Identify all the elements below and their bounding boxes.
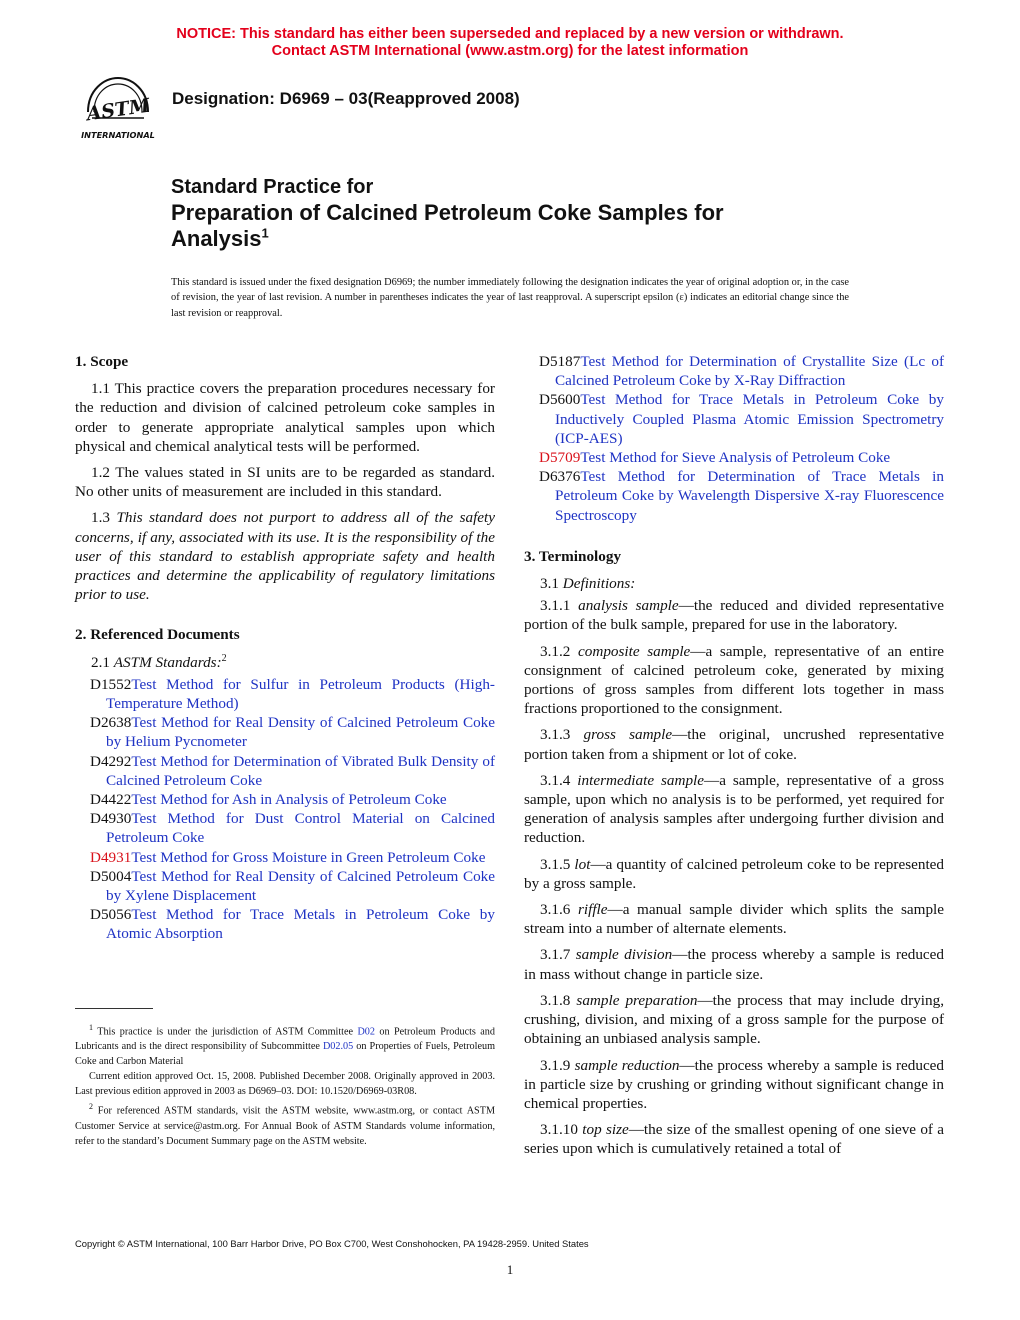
scope-1-2: 1.2 The values stated in SI units are to be regarded as standard. No other units of measurement are included in this standard. bbox=[75, 464, 495, 501]
definition-3-1-2: 3.1.2 composite sample—a sample, representative of an entire consignment of calcined petroleum coke, generated by mixing portions of gross samples from different lots together in mass fractions proportioned to the consignment. bbox=[524, 642, 945, 718]
designation: Designation: D6969 – 03(Reapproved 2008) bbox=[172, 89, 520, 108]
ref-d6376[interactable]: D6376Test Method for Determination of Trace Metals in Petroleum Coke by Wavelength Dispersive X-ray Fluorescence Spectroscopy bbox=[539, 468, 944, 524]
ref-d5004[interactable]: D5004Test Method for Real Density of Calcined Petroleum Coke by Xylene Displacement bbox=[90, 867, 495, 905]
definition-3-1-6: 3.1.6 riffle—a manual sample divider which splits the sample stream into a number of alternate elements. bbox=[524, 901, 945, 938]
footnotes bbox=[75, 1020, 495, 1149]
definition-3-1-9: 3.1.9 sample reduction—the process whereby a sample is reduced in particle size by crushing or grinding without significant change in chemical properties. bbox=[524, 1056, 945, 1112]
right-column bbox=[524, 352, 944, 1166]
ref-d2638[interactable]: D2638Test Method for Real Density of Calcined Petroleum Coke by Helium Pycnometer bbox=[90, 714, 495, 751]
terminology-heading: 3. Terminology bbox=[524, 547, 622, 565]
subcommittee-d0205-link[interactable]: D02.05 bbox=[322, 1041, 354, 1053]
definition-3-1-10: 3.1.10 top size—the size of the smallest opening of one sieve of a series upon which is cumulatively retained a total of bbox=[524, 1121, 944, 1158]
ref-d5056[interactable]: D5056Test Method for Trace Metals in Petroleum Coke by Atomic Absorption bbox=[90, 906, 495, 943]
ref-d1552[interactable]: D1552Test Method for Sulfur in Petroleum Products (High-Temperature Method) bbox=[90, 675, 495, 713]
definition-3-1-5: 3.1.5 lot—a quantity of calcined petroleum coke to be represented by a gross sample. bbox=[524, 855, 945, 892]
astm-logo bbox=[74, 72, 164, 144]
title-line-3: Analysis$^1$ bbox=[171, 225, 269, 251]
scope-1-3: 1.3 This standard does not purport to address all of the safety concerns, if any, associated with its use. It is the responsibility of the user of this standard to establish appropriate safety and health practices and determine the applicability of regulatory limitations prior to use. bbox=[75, 509, 496, 604]
logo-subtext: INTERNATIONAL bbox=[81, 130, 155, 140]
ref-d5187[interactable]: D5187Test Method for Determination of Crystallite Size (Lc of Calcined Petroleum Coke by X-Ray Diffraction bbox=[539, 353, 944, 390]
definitions-subheading: 3.1 Definitions: bbox=[540, 575, 636, 593]
footnote-2: $^2$ For referenced ASTM standards, visit the ASTM website, www.astm.org, or contact ASTM Customer Service at service@astm.org. For Annual Book of ASTM Standards volume information, refer to the standard’s Document Summary page on the ASTM website. bbox=[75, 1102, 495, 1147]
title-line-2: Preparation of Calcined Petroleum Coke Samples for bbox=[171, 200, 724, 225]
ref-d5709[interactable]: D5709Test Method for Sieve Analysis of Petroleum Coke bbox=[539, 449, 891, 467]
definition-3-1-8: 3.1.8 sample preparation—the process that may include drying, crushing, division, and mixing of a gross sample for the purpose of obtaining an unbiased analysis sample. bbox=[524, 991, 944, 1048]
astm-logo-icon bbox=[74, 72, 164, 144]
ref-d4422[interactable]: D4422Test Method for Ash in Analysis of Petroleum Coke bbox=[90, 791, 447, 809]
issue-note: This standard is issued under the fixed designation D6969; the number immediately following the designation indicates the year of original adoption or, in the case of revision, the year of last revision. A number in parentheses indicates the year of last reapproval. A superscript epsilon (ε) indicates an editorial change since the last revision or reapproval. bbox=[171, 277, 849, 319]
title-footnote-mark: 1 bbox=[261, 225, 269, 241]
title-line-1: Standard Practice for bbox=[171, 176, 374, 198]
referenced-documents-heading: 2. Referenced Documents bbox=[75, 626, 240, 644]
withdrawal-notice bbox=[0, 26, 1020, 60]
committee-d02-link[interactable]: D02 bbox=[357, 1026, 375, 1038]
logo-text: ASTM bbox=[85, 94, 152, 126]
footnote-1-edition: Current edition approved Oct. 15, 2008. Published December 2008. Originally approved in 2003. Last previous edition approved in 2003 as D6969–03. DOI: 10.1520/D6969-03R08. bbox=[75, 1071, 495, 1098]
footnote-1: $^1$ This practice is under the jurisdiction of ASTM Committee D02 on Petroleum Products and Lubricants and is the direct responsibility of Subcommittee D02.05 on Properties of Fuels, Petroleum Coke and Carbon Material bbox=[75, 1023, 495, 1068]
definition-3-1-1: 3.1.1 analysis sample—the reduced and divided representative portion of the bulk sample, prepared for use in the laboratory. bbox=[524, 597, 945, 634]
astm-standards-subheading: 2.1 ASTM Standards:$^2$ bbox=[91, 652, 227, 671]
left-column bbox=[75, 352, 495, 944]
scope-heading: 1. Scope bbox=[75, 353, 129, 370]
scope-1-1: 1.1 This practice covers the preparation procedures necessary for the reduction and division of calcined petroleum coke samples in order to generate appropriate analytical samples upon which physical and chemical analytical tests will be performed. bbox=[75, 380, 495, 455]
notice-line-2: Contact ASTM International (www.astm.org) for the latest information bbox=[271, 43, 749, 59]
page-number: 1 bbox=[506, 1262, 514, 1277]
definition-3-1-7: 3.1.7 sample division—the process whereby a sample is reduced in mass without change in particle size. bbox=[524, 946, 945, 983]
ref-d4931[interactable]: D4931Test Method for Gross Moisture in Green Petroleum Coke bbox=[90, 848, 486, 866]
footnote-divider bbox=[75, 1008, 153, 1009]
document-title bbox=[171, 174, 724, 252]
copyright: Copyright © ASTM International, 100 Barr Harbor Drive, PO Box C700, West Conshohocken, PA 19428-2959. United States bbox=[75, 1238, 589, 1249]
ref-d4292[interactable]: D4292Test Method for Determination of Vibrated Bulk Density of Calcined Petroleum Coke bbox=[90, 752, 495, 789]
ref-d4930[interactable]: D4930Test Method for Dust Control Material on Calcined Petroleum Coke bbox=[90, 810, 495, 847]
ref-d5600[interactable]: D5600Test Method for Trace Metals in Petroleum Coke by Inductively Coupled Plasma Atomic Emission Spectrometry (ICP-AES) bbox=[539, 391, 944, 447]
notice-line-1: NOTICE: This standard has either been superseded and replaced by a new version or withdrawn. bbox=[176, 26, 844, 42]
definition-3-1-4: 3.1.4 intermediate sample—a sample, representative of a gross sample, upon which no analysis is to be performed, yet required for generation of analysis samples after undergoing further division and reduction. bbox=[524, 771, 944, 847]
definition-3-1-3: 3.1.3 gross sample—the original, uncrushed representative portion taken from a shipment or lot of coke. bbox=[524, 726, 944, 763]
